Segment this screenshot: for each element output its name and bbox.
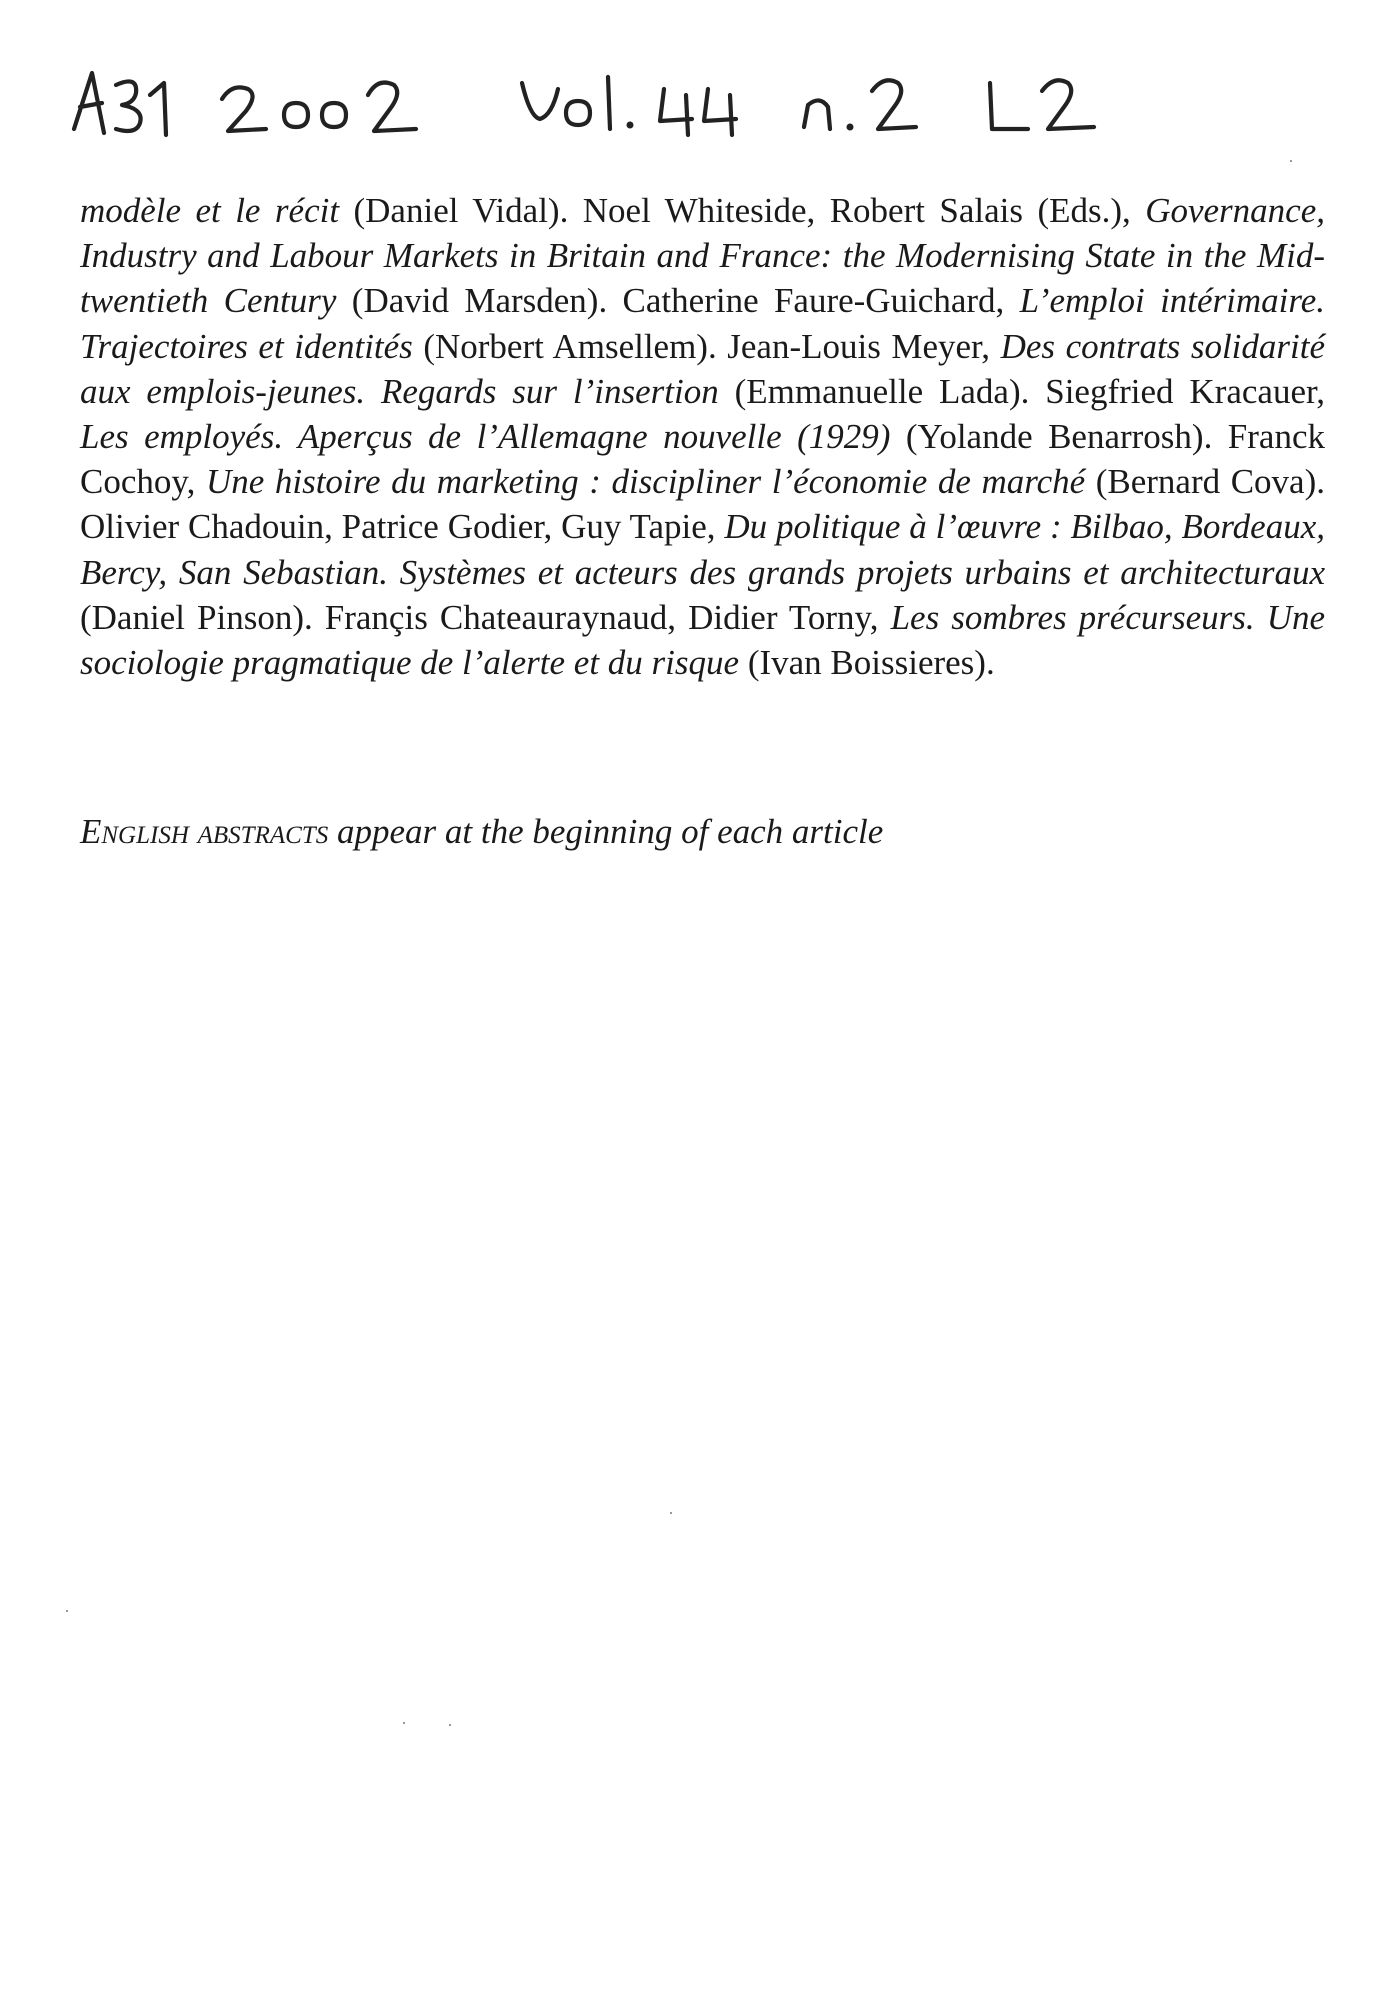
scan-speck — [403, 1722, 405, 1724]
book-title: Les employés. Aperçus de l’Allemagne nouvelle (1929) — [80, 417, 891, 457]
scan-speck — [66, 1610, 68, 1612]
citation-text: (Yolande Benarrosh). Franck Cochoy, — [80, 417, 1325, 502]
book-title: L’emploi intérimaire. Trajectoires et identités — [80, 281, 1326, 366]
english-abstracts-text: appear at the beginning of each article — [328, 812, 884, 851]
citation-text: (Daniel Vidal). Noel Whiteside, Robert Salais (Eds.), — [339, 191, 1146, 230]
scan-speck — [449, 1724, 451, 1726]
citation-text: (Emmanuelle Lada). Siegfried Kracauer, — [718, 371, 1325, 411]
citation-text: (David Marsden). Catherine Faure-Guichard, — [336, 281, 1020, 321]
scan-speck — [670, 1512, 672, 1514]
citation-text: (Ivan Boissieres). — [739, 643, 995, 683]
book-title: Les sombres précurseurs. Une sociologie pragmatique de l’alerte et du risque — [80, 597, 1326, 683]
handwriting-drawing — [52, 55, 1232, 145]
book-title: Une histoire du marketing : discipliner l’économie de marché — [205, 462, 1086, 502]
book-title: Des contrats solidarité aux emplois-jeunes. Regards sur l’insertion — [80, 326, 1325, 411]
english-abstracts-note — [80, 812, 883, 852]
book-title: modèle et le récit — [80, 191, 340, 230]
scan-speck — [1290, 160, 1292, 162]
citation-text: (Daniel Pinson). Françis Chateauraynaud, Didier Torny, — [80, 597, 891, 637]
review-listing-paragraph — [80, 188, 1325, 685]
citation-text: (Norbert Amsellem). Jean-Louis Meyer, — [412, 326, 1001, 366]
citation-text: (Bernard Cova). Olivier Chadouin, Patrice Godier, Guy Tapie, — [80, 462, 1325, 547]
handwritten-annotation — [52, 55, 1232, 145]
book-title: Du politique à l’œuvre : Bilbao, Bordeaux, Bercy, San Sebastian. Systèmes et acteurs des grands projets urbains et architecturaux — [80, 507, 1325, 592]
english-abstracts-label: English abstracts — [80, 812, 329, 851]
book-title: Governance, Industry and Labour Markets in Britain and France: the Modernising State in the Mid-twentieth Century — [80, 191, 1325, 321]
